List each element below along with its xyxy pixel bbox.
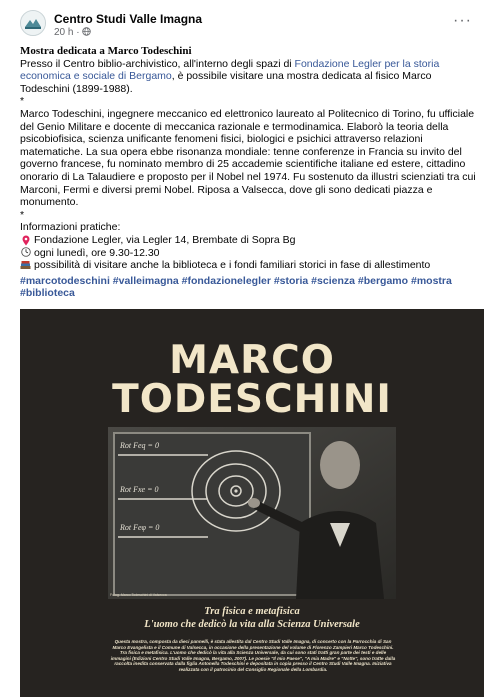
poster-subtitle-1: Tra fisica e metafisica [204,606,300,617]
post-text [20,45,480,300]
board-label-1: Rot Feq = 0 [120,441,159,450]
poster-image[interactable] [20,309,484,697]
separator: * [20,208,25,221]
post-meta: 20 h · [54,27,91,38]
todeschini-photo [108,427,396,599]
page-avatar[interactable] [20,10,46,36]
intro-text-before: Presso il Centro biblio-archivistico, all'interno degli spazi di [20,57,295,70]
fondazione-legler-link[interactable]: Fondazione Legler per la storia economica e sociale di Bergamo [20,57,440,83]
globe-icon [82,27,91,36]
post-time[interactable]: 20 h [54,27,74,38]
post-title: Mostra dedicata a Marco Todeschini [20,45,192,57]
hashtags[interactable]: #marcotodeschini #valleimagna #fondazionelegler #storia #scienza #bergamo #mostra #biblioteca [20,274,452,300]
poster-title-line-2: TODESCHINI [112,377,392,422]
photo-credit: Fotog. Marco Todeschini di Valsecca [110,593,167,597]
blackboard-photo-icon [108,427,396,599]
clock-icon [20,247,31,258]
poster-blurb: Questa mostra, composta da dieci pannelli, è stata allestita dal Centro Studi Valle Imagna, di concerto con la Parrocchia di San Marco Evangelista e il Comune di Valsecca, in occasione della presentazione del volume di Florenzo Zampieri Marco Todeschini. Tra fisica e metafisica. L'uomo che dedicò la vita alla Scienza Universale, da cui sono stati tratti gran parte dei testi e delle immagini (Edizioni Centro Studi Valle Imagna, Bergamo, 2007). Le poesie "Il mio Paese", "A mia Madre" e "Notte", sono tratte dalla raccolta inedita conservata dalla figlia Antonella Todeschini e depositata in copia presso il Centro Studi Valle Imagna. Iniziativa realizzata con il patrocinio del Consiglio Regionale della Lombardia. [110,639,396,672]
more-options-button[interactable]: ··· [453,12,472,29]
post-intro [20,58,480,96]
avatar-logo-icon [21,11,45,35]
poster-title-line-1: MARCO [169,338,335,383]
info-location-row [20,234,480,247]
intro-text-after: , è possibile visitare una mostra dedicata al fisico Marco Todeschini (1899-1988). [20,70,432,95]
info-hours-row [20,247,480,260]
pin-icon [20,235,31,246]
info-hours: ogni lunedì, ore 9.30-12.30 [34,246,160,259]
info-heading: Informazioni pratiche: [20,221,121,234]
post-header [20,8,480,42]
books-icon [20,260,31,271]
post-bio: Marco Todeschini, ingegnere meccanico ed elettronico laureato al Politecnico di Torino, fu ufficiale del Genio Militare e docente di meccanica razionale e termodinamica. Elaborò la teoria della psicobiofisica, scienza unificante fenomeni fisici, biologici e psichici attraverso relazioni matematiche. La sua opera ebbe risonanza mondiale: tenne conferenze in Francia su invito del governo francese, fu nominato membro di 25 accademie scientifiche italiane ed estere, cittadino onorario di La Talaudiere e proposto per il Nobel nel 1974. Fu sostenuto da illustri scienziati tra cui Marconi, Fermi e diversi premi Nobel. Riposa a Valsecca, dove gli sono dedicati piazza e monumento. [20,107,476,209]
info-location: Fondazione Legler, via Legler 14, Brembate di Sopra Bg [34,233,296,246]
page-name-link[interactable]: Centro Studi Valle Imagna [54,12,203,26]
board-label-3: Rot Feφ = 0 [120,523,160,532]
poster-subtitle-2: L'uomo che dedicò la vita alla Scienza Universale [144,619,360,630]
info-note-row [20,259,480,272]
board-label-2: Rot Fxe = 0 [120,485,159,494]
separator: * [20,95,25,108]
info-note: possibilità di visitare anche la biblioteca e i fondi familiari storici in fase di allestimento [34,259,431,272]
